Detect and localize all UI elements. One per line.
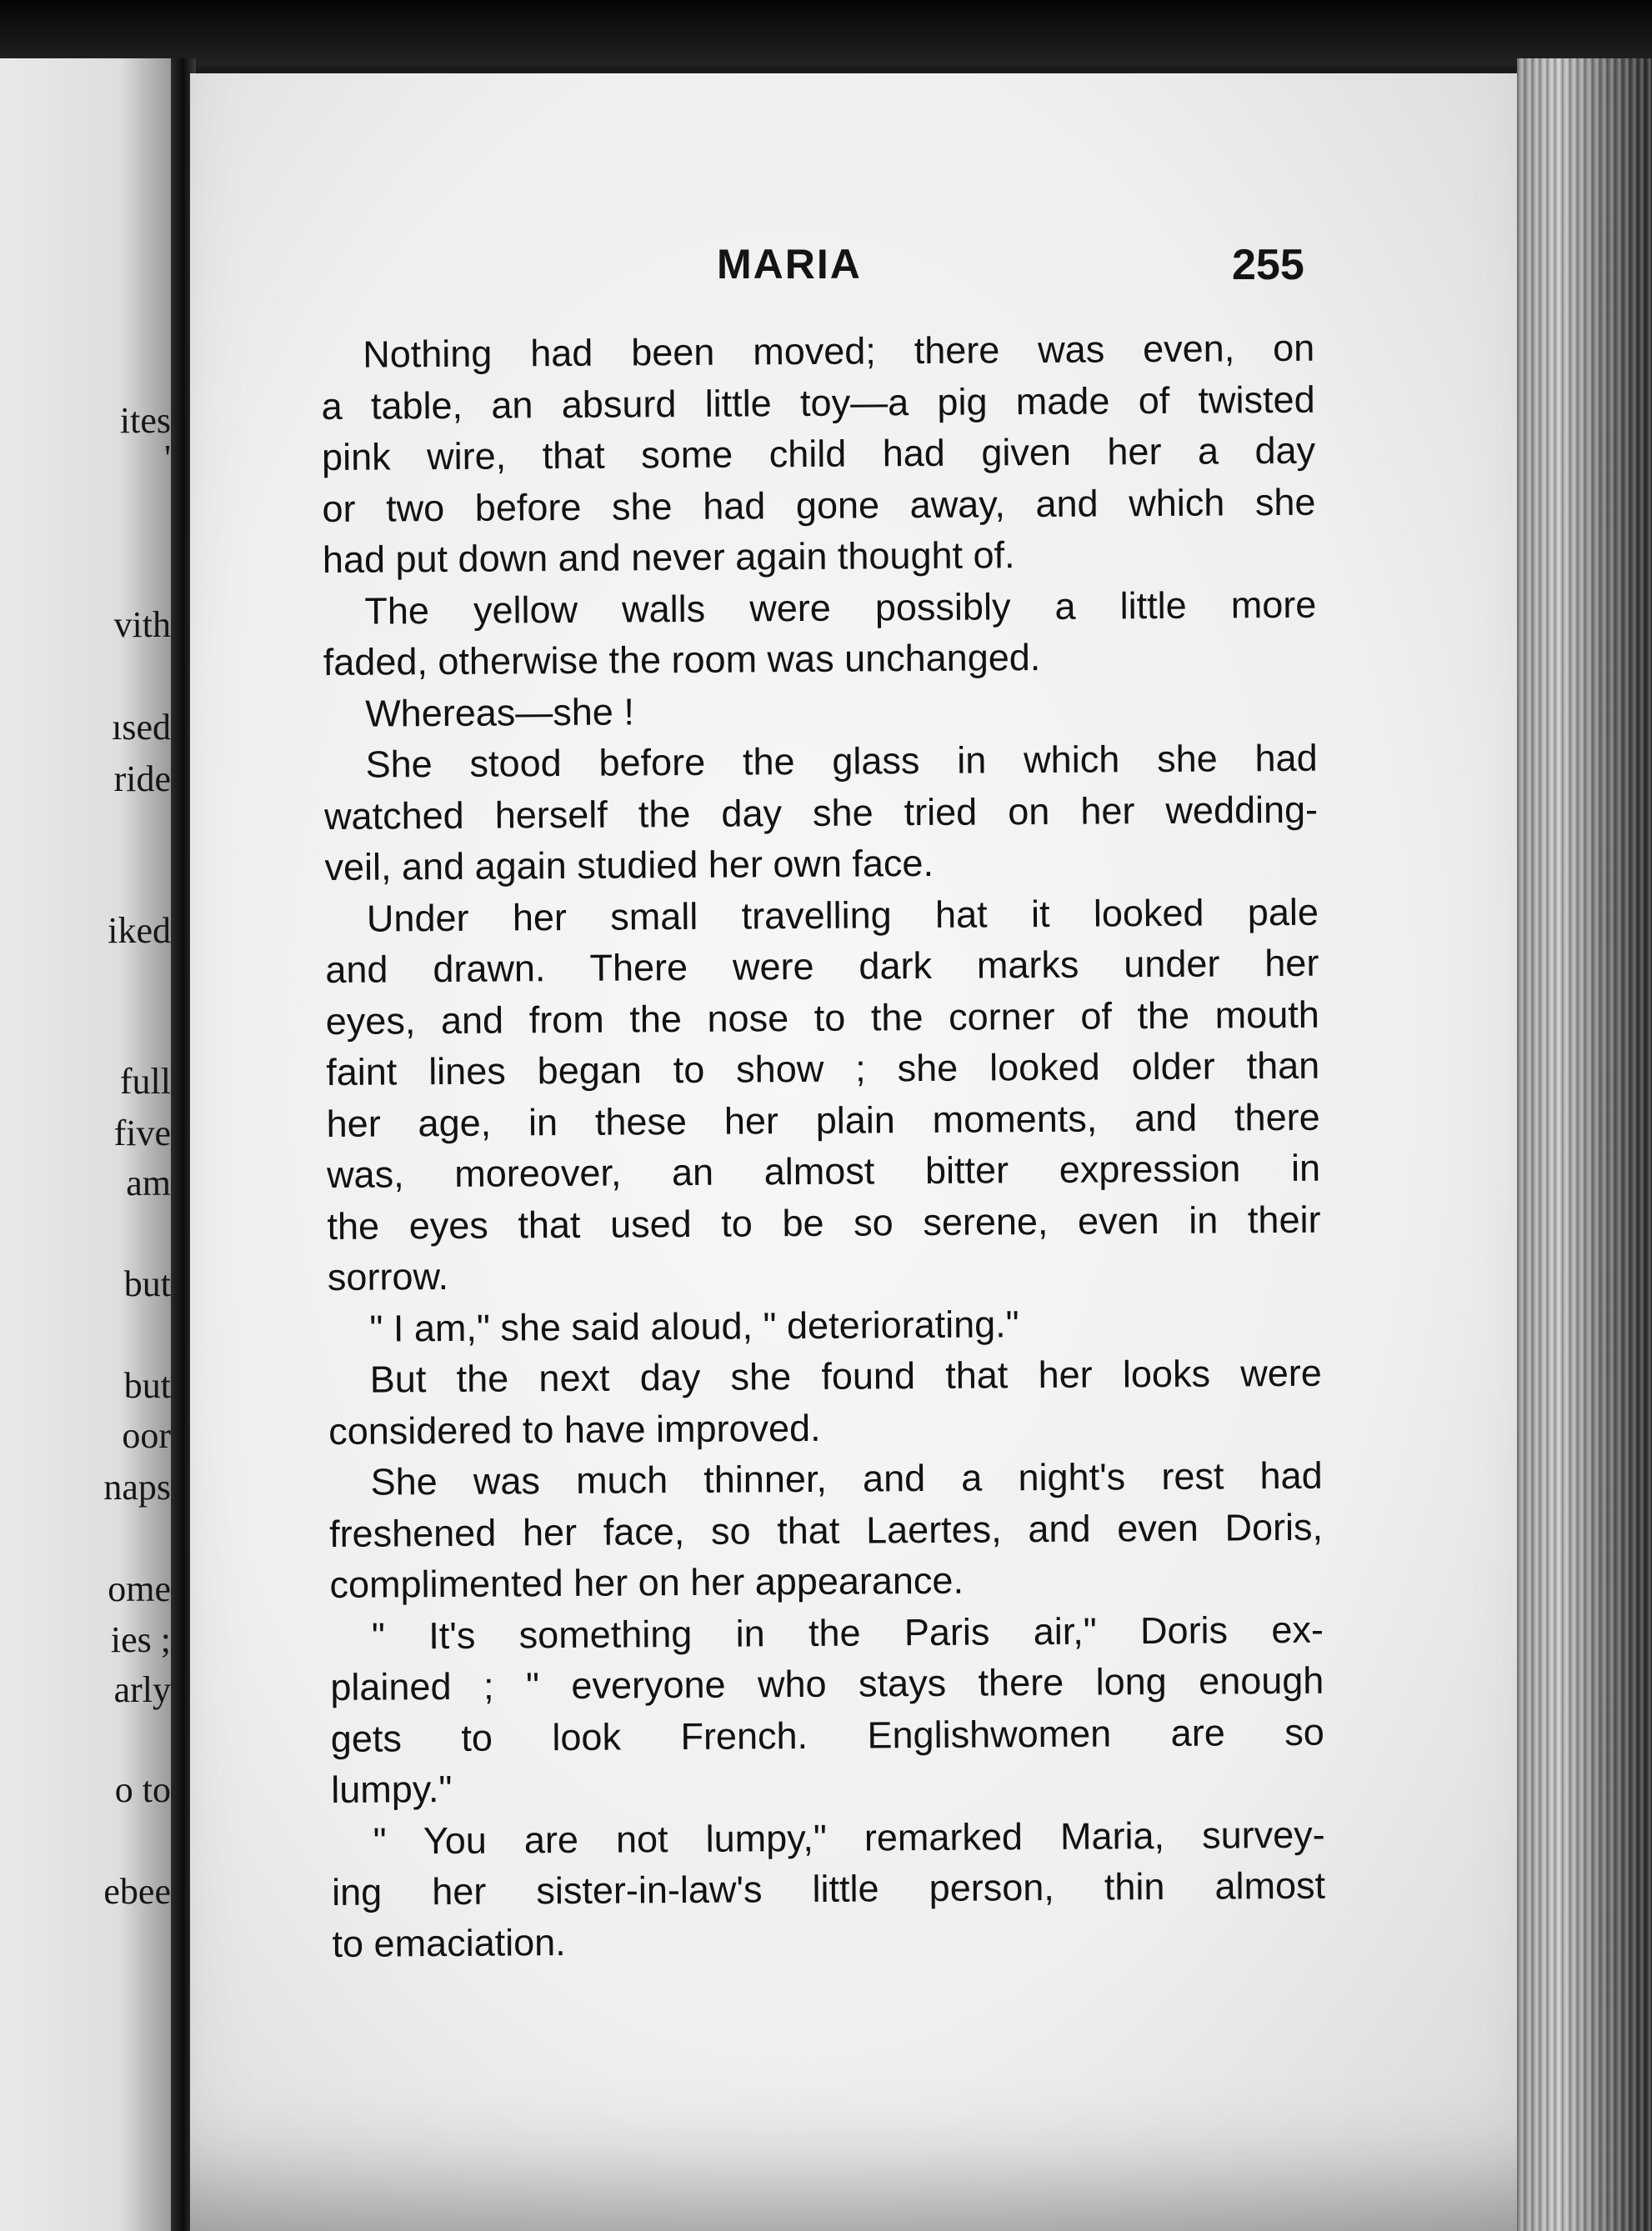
paragraph [323,733,1318,893]
facing-page-fragment: but [123,1263,171,1304]
facing-page-fragment: ome [108,1568,171,1609]
facing-page [0,58,171,2231]
text-line: was, moreover, an almost bitter expression in [326,1146,1321,1196]
paragraph [321,323,1316,586]
text-line: had put down and never again thought of. [322,533,1015,581]
facing-page-fragment: naps [103,1467,171,1508]
text-line: watched herself the day she tried on her wedding- [323,788,1319,838]
scan-top-border [0,0,1652,67]
facing-page-fragment: o to [114,1769,171,1810]
paragraph [328,1348,1323,1457]
text-line: a table, an absurd little toy—a pig made of twisted [321,378,1315,428]
text-line: The yellow walls were possibly a little more [364,583,1317,633]
paragraph [328,1296,1321,1354]
text-line: She stood before the glass in which she had [365,736,1318,786]
paragraph [323,578,1317,688]
facing-page-fragment: am [126,1163,171,1203]
page-header [0,240,1652,298]
text-line: faint lines began to show ; she looked older than [326,1043,1320,1093]
text-line: veil, and again studied her own face. [324,841,934,888]
page-body-text [321,323,1326,1969]
running-head: MARIA [717,241,862,288]
facing-page-fragment: ites [119,400,171,441]
text-line: the eyes that used to be so serene, even in their [327,1198,1321,1248]
text-line: plained ; " everyone who stays there long enough [330,1658,1324,1708]
text-line: But the next day she found that her looks were [369,1351,1322,1401]
text-line: " You are not lumpy," remarked Maria, survey- [373,1813,1325,1863]
text-line: complimented her on her appearance. [329,1558,964,1606]
text-line: eyes, and from the nose to the corner of the mouth [325,993,1319,1043]
facing-page-fragment: full [119,1061,171,1102]
facing-page-fragment: oor [122,1415,171,1456]
facing-page-fragment: iked [108,910,171,951]
facing-page-fragment: ısed [112,707,171,748]
facing-page-fragment: ' [164,438,171,478]
facing-page-fragment: five [113,1113,171,1153]
text-line: faded, otherwise the room was unchanged. [323,635,1041,683]
facing-page-fragment: vith [113,604,171,645]
paragraph [331,1808,1325,1969]
text-line: considered to have improved. [328,1406,821,1453]
text-line: freshened her face, so that Laertes, and even Doris, [328,1505,1324,1555]
paragraph [323,681,1317,739]
text-line: or two before she had gone away, and which she [322,480,1316,530]
page-edges [1517,58,1652,2231]
paragraph [330,1603,1325,1815]
text-line: Nothing had been moved; there was even, on [363,326,1315,376]
text-line: gets to look French. Englishwomen are so [330,1710,1324,1760]
facing-page-fragment: arly [113,1669,171,1710]
facing-page-fragment: but [123,1365,171,1406]
text-line: lumpy." [331,1767,453,1811]
text-line: Whereas—she ! [365,689,635,735]
text-line: pink wire, that some child had given her a day [321,428,1316,478]
text-line: and drawn. There were dark marks under her [325,941,1319,991]
page-number: 255 [1232,241,1304,289]
text-line: " It's something in the Paris air," Doris ex- [371,1608,1324,1658]
facing-page-fragment: ebee [103,1871,171,1912]
text-line: ing her sister-in-law's little person, thin almost [331,1863,1326,1913]
text-line: " I am," she said aloud, " deteriorating." [369,1302,1019,1350]
paragraph [325,886,1321,1303]
paragraph [328,1450,1323,1611]
text-line: sorrow. [327,1254,449,1298]
text-line: her age, in these her plain moments, and there [326,1095,1320,1145]
facing-page-fragment: ride [113,758,171,799]
facing-page-fragment: ies ; [110,1619,171,1660]
text-line: She was much thinner, and a night's rest had [370,1453,1323,1503]
text-line: to emaciation. [332,1920,566,1965]
text-line: Under her small travelling hat it looked pale [366,890,1319,940]
